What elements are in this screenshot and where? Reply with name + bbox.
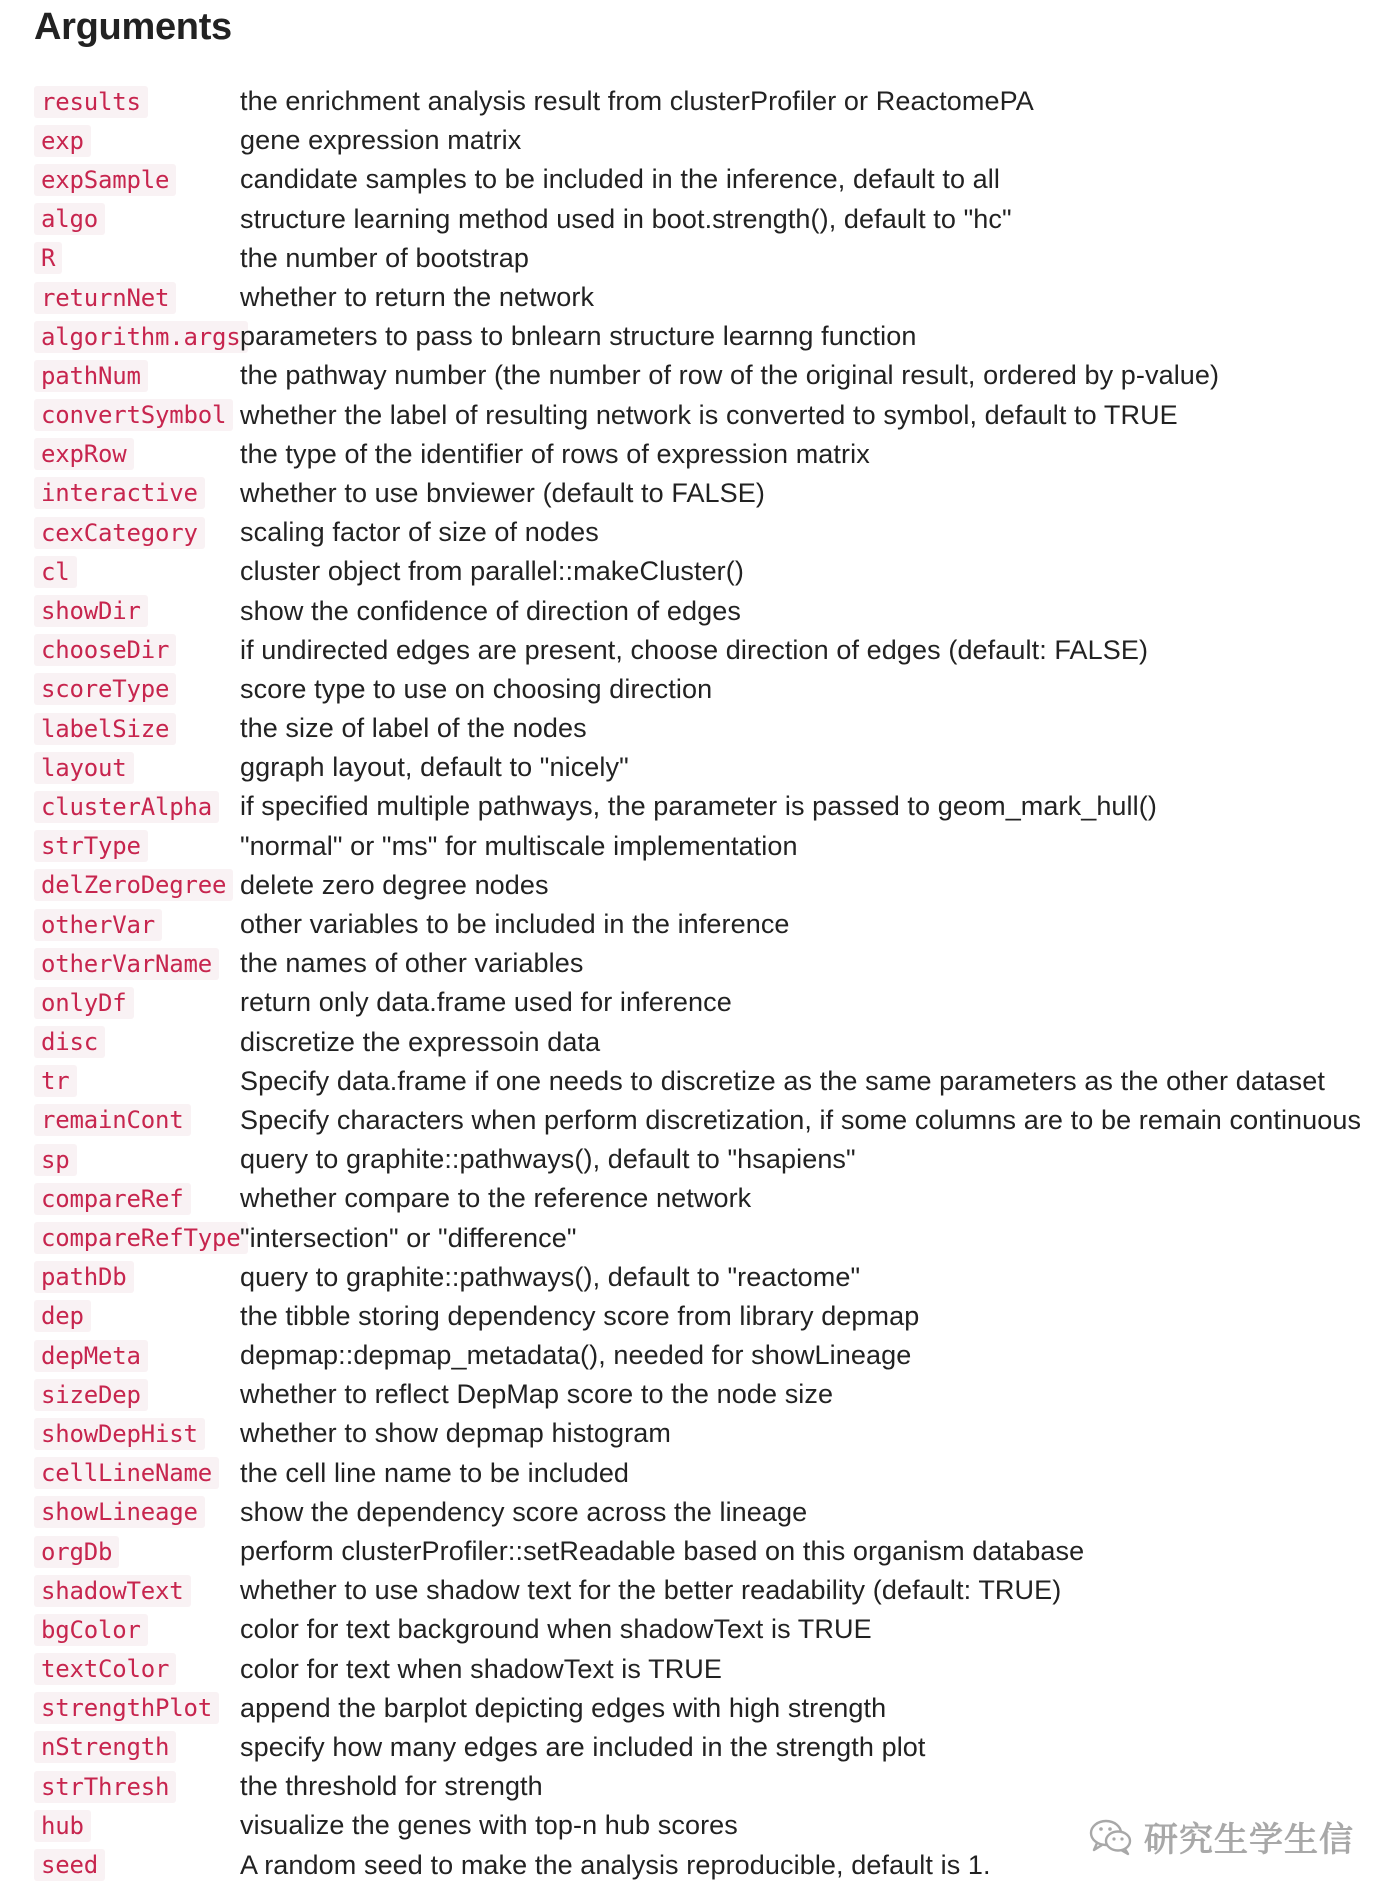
argument-row [34, 1414, 1374, 1453]
argument-row [34, 748, 1374, 787]
argument-name: otherVarName [34, 948, 219, 980]
argument-description: whether compare to the reference network [240, 1183, 752, 1214]
argument-name-cell [34, 1144, 240, 1176]
argument-name: showLineage [34, 1496, 205, 1528]
argument-row [34, 82, 1374, 121]
argument-name: interactive [34, 477, 205, 509]
argument-name-cell [34, 1692, 240, 1724]
argument-name-cell [34, 164, 240, 196]
argument-row [34, 1689, 1374, 1728]
argument-name-cell [34, 1379, 240, 1411]
argument-description: the enrichment analysis result from clusterProfiler or ReactomePA [240, 86, 1034, 117]
argument-name-cell [34, 1536, 240, 1568]
argument-description: whether to show depmap histogram [240, 1418, 671, 1449]
argument-description: return only data.frame used for inference [240, 987, 732, 1018]
argument-description: scaling factor of size of nodes [240, 517, 599, 548]
argument-name: results [34, 86, 148, 118]
argument-row [34, 513, 1374, 552]
argument-name-cell [34, 477, 240, 509]
argument-name-cell [34, 948, 240, 980]
argument-row [34, 1140, 1374, 1179]
argument-description: "normal" or "ms" for multiscale implementation [240, 830, 798, 861]
argument-name-cell [34, 1614, 240, 1646]
argument-row [34, 591, 1374, 630]
argument-name-cell [34, 1731, 240, 1763]
argument-name: shadowText [34, 1575, 191, 1607]
argument-description: query to graphite::pathways(), default to "hsapiens" [240, 1144, 856, 1175]
argument-name-cell [34, 203, 240, 235]
argument-name: layout [34, 752, 134, 784]
argument-row [34, 866, 1374, 905]
argument-name: chooseDir [34, 634, 176, 666]
argument-description: whether the label of resulting network is converted to symbol, default to TRUE [240, 399, 1178, 430]
argument-description: whether to return the network [240, 282, 595, 313]
argument-name: compareRef [34, 1183, 191, 1215]
argument-name: textColor [34, 1653, 176, 1685]
argument-name-cell [34, 1222, 240, 1254]
argument-row [34, 1218, 1374, 1257]
argument-name: expSample [34, 164, 176, 196]
argument-row [34, 1179, 1374, 1218]
argument-name: dep [34, 1300, 91, 1332]
argument-name: sp [34, 1144, 77, 1176]
argument-name-cell [34, 1183, 240, 1215]
argument-row [34, 239, 1374, 278]
argument-name: delZeroDegree [34, 869, 233, 901]
argument-name: cellLineName [34, 1457, 219, 1489]
argument-row [34, 944, 1374, 983]
argument-description: other variables to be included in the inference [240, 909, 790, 940]
argument-row [34, 1728, 1374, 1767]
argument-row [34, 1650, 1374, 1689]
argument-name-cell [34, 830, 240, 862]
argument-row [34, 1101, 1374, 1140]
argument-name-cell [34, 987, 240, 1019]
argument-description: gene expression matrix [240, 125, 522, 156]
argument-description: query to graphite::pathways(), default to "reactome" [240, 1261, 861, 1292]
argument-name-cell [34, 282, 240, 314]
argument-description: A random seed to make the analysis reproducible, default is 1. [240, 1849, 991, 1880]
argument-name-cell [34, 1026, 240, 1058]
argument-description: show the confidence of direction of edges [240, 595, 741, 626]
argument-name-cell [34, 1418, 240, 1450]
argument-description: cluster object from parallel::makeCluster() [240, 556, 744, 587]
argument-name: showDepHist [34, 1418, 205, 1450]
argument-row [34, 278, 1374, 317]
argument-description: Specify data.frame if one needs to discretize as the same parameters as the other dataset [240, 1065, 1325, 1096]
argument-name: convertSymbol [34, 399, 233, 431]
argument-name-cell [34, 1849, 240, 1881]
argument-description: ggraph layout, default to "nicely" [240, 752, 629, 783]
argument-name-cell [34, 399, 240, 431]
argument-description: the names of other variables [240, 948, 584, 979]
argument-name-cell [34, 909, 240, 941]
argument-description: the type of the identifier of rows of expression matrix [240, 438, 870, 469]
argument-name: algo [34, 203, 105, 235]
argument-name-cell [34, 1457, 240, 1489]
wechat-icon [1088, 1817, 1134, 1857]
argument-name: strThresh [34, 1771, 176, 1803]
argument-name-cell [34, 595, 240, 627]
argument-name-cell [34, 242, 240, 274]
argument-name-cell [34, 752, 240, 784]
argument-name-cell [34, 1261, 240, 1293]
argument-description: the threshold for strength [240, 1771, 543, 1802]
argument-name: strengthPlot [34, 1692, 219, 1724]
argument-row [34, 827, 1374, 866]
argument-row [34, 1375, 1374, 1414]
argument-description: score type to use on choosing direction [240, 673, 713, 704]
argument-description: append the barplot depicting edges with high strength [240, 1692, 887, 1723]
argument-name-cell [34, 869, 240, 901]
argument-description: depmap::depmap_metadata(), needed for showLineage [240, 1340, 912, 1371]
argument-name-cell [34, 1340, 240, 1372]
argument-name: onlyDf [34, 987, 134, 1019]
argument-row [34, 435, 1374, 474]
argument-row [34, 552, 1374, 591]
argument-row [34, 1297, 1374, 1336]
argument-name-cell [34, 1810, 240, 1842]
argument-name: tr [34, 1065, 77, 1097]
argument-row [34, 1571, 1374, 1610]
argument-row [34, 1454, 1374, 1493]
argument-name: seed [34, 1849, 105, 1881]
argument-description: whether to use shadow text for the better readability (default: TRUE) [240, 1575, 1062, 1606]
section-heading: Arguments [34, 6, 232, 48]
argument-name: hub [34, 1810, 91, 1842]
argument-row [34, 200, 1374, 239]
argument-description: the pathway number (the number of row of the original result, ordered by p-value) [240, 360, 1220, 391]
argument-description: the number of bootstrap [240, 242, 529, 273]
argument-row [34, 1258, 1374, 1297]
argument-name: remainCont [34, 1104, 191, 1136]
argument-row [34, 1493, 1374, 1532]
argument-name: otherVar [34, 909, 162, 941]
argument-name-cell [34, 634, 240, 666]
argument-row [34, 1532, 1374, 1571]
argument-description: whether to use bnviewer (default to FALSE) [240, 477, 765, 508]
argument-name-cell [34, 673, 240, 705]
argument-description: delete zero degree nodes [240, 869, 549, 900]
argument-row [34, 160, 1374, 199]
argument-name: pathDb [34, 1261, 134, 1293]
argument-row [34, 709, 1374, 748]
argument-name-cell [34, 438, 240, 470]
argument-row [34, 631, 1374, 670]
argument-row [34, 1023, 1374, 1062]
watermark-text: 研究生学生信 [1144, 1820, 1354, 1860]
argument-row [34, 787, 1374, 826]
argument-description: color for text when shadowText is TRUE [240, 1653, 722, 1684]
argument-name: strType [34, 830, 148, 862]
argument-name: sizeDep [34, 1379, 148, 1411]
argument-name: pathNum [34, 360, 148, 392]
argument-name-cell [34, 1300, 240, 1332]
argument-row [34, 1767, 1374, 1806]
argument-row [34, 670, 1374, 709]
argument-name: bgColor [34, 1614, 148, 1646]
argument-row [34, 1336, 1374, 1375]
argument-description: the size of label of the nodes [240, 713, 587, 744]
argument-name-cell [34, 86, 240, 118]
argument-description: structure learning method used in boot.strength(), default to "hc" [240, 203, 1012, 234]
argument-name: R [34, 242, 62, 274]
argument-row [34, 983, 1374, 1022]
argument-name: expRow [34, 438, 134, 470]
argument-description: if specified multiple pathways, the parameter is passed to geom_mark_hull() [240, 791, 1157, 822]
argument-description: Specify characters when perform discretization, if some columns are to be remain continuous [240, 1104, 1362, 1135]
argument-description: if undirected edges are present, choose direction of edges (default: FALSE) [240, 634, 1149, 665]
argument-name-cell [34, 713, 240, 745]
argument-description: the cell line name to be included [240, 1457, 630, 1488]
argument-name-cell [34, 556, 240, 588]
argument-name-cell [34, 1104, 240, 1136]
argument-description: specify how many edges are included in the strength plot [240, 1731, 926, 1762]
argument-name: showDir [34, 595, 148, 627]
argument-description: discretize the expressoin data [240, 1026, 601, 1057]
argument-name-cell [34, 791, 240, 823]
argument-name: scoreType [34, 673, 176, 705]
argument-row [34, 474, 1374, 513]
argument-name-cell [34, 1771, 240, 1803]
argument-name: returnNet [34, 282, 176, 314]
argument-name: disc [34, 1026, 105, 1058]
watermark [1088, 1812, 1354, 1861]
argument-row [34, 356, 1374, 395]
argument-name: clusterAlpha [34, 791, 219, 823]
argument-name: cl [34, 556, 77, 588]
argument-name: orgDb [34, 1536, 119, 1568]
argument-name-cell [34, 1653, 240, 1685]
argument-name: compareRefType [34, 1222, 248, 1254]
argument-description: parameters to pass to bnlearn structure learnng function [240, 321, 917, 352]
argument-description: perform clusterProfiler::setReadable based on this organism database [240, 1536, 1085, 1567]
argument-row [34, 1610, 1374, 1649]
argument-description: the tibble storing dependency score from library depmap [240, 1300, 920, 1331]
argument-description: visualize the genes with top-n hub scores [240, 1810, 738, 1841]
argument-row [34, 121, 1374, 160]
argument-name-cell [34, 1496, 240, 1528]
argument-name-cell [34, 321, 240, 353]
argument-name: nStrength [34, 1731, 176, 1763]
argument-name-cell [34, 517, 240, 549]
argument-name: labelSize [34, 713, 176, 745]
argument-description: show the dependency score across the lineage [240, 1496, 808, 1527]
argument-name-cell [34, 360, 240, 392]
argument-name-cell [34, 1065, 240, 1097]
argument-description: candidate samples to be included in the inference, default to all [240, 164, 1000, 195]
argument-name: algorithm.args [34, 321, 248, 353]
argument-name-cell [34, 1575, 240, 1607]
argument-row [34, 396, 1374, 435]
argument-name: depMeta [34, 1340, 148, 1372]
argument-name-cell [34, 125, 240, 157]
argument-description: color for text background when shadowText is TRUE [240, 1614, 872, 1645]
argument-name: cexCategory [34, 517, 205, 549]
argument-name: exp [34, 125, 91, 157]
argument-row [34, 1062, 1374, 1101]
argument-row [34, 905, 1374, 944]
arguments-list [34, 82, 1374, 1885]
argument-description: "intersection" or "difference" [240, 1222, 577, 1253]
argument-row [34, 317, 1374, 356]
argument-description: whether to reflect DepMap score to the node size [240, 1379, 834, 1410]
